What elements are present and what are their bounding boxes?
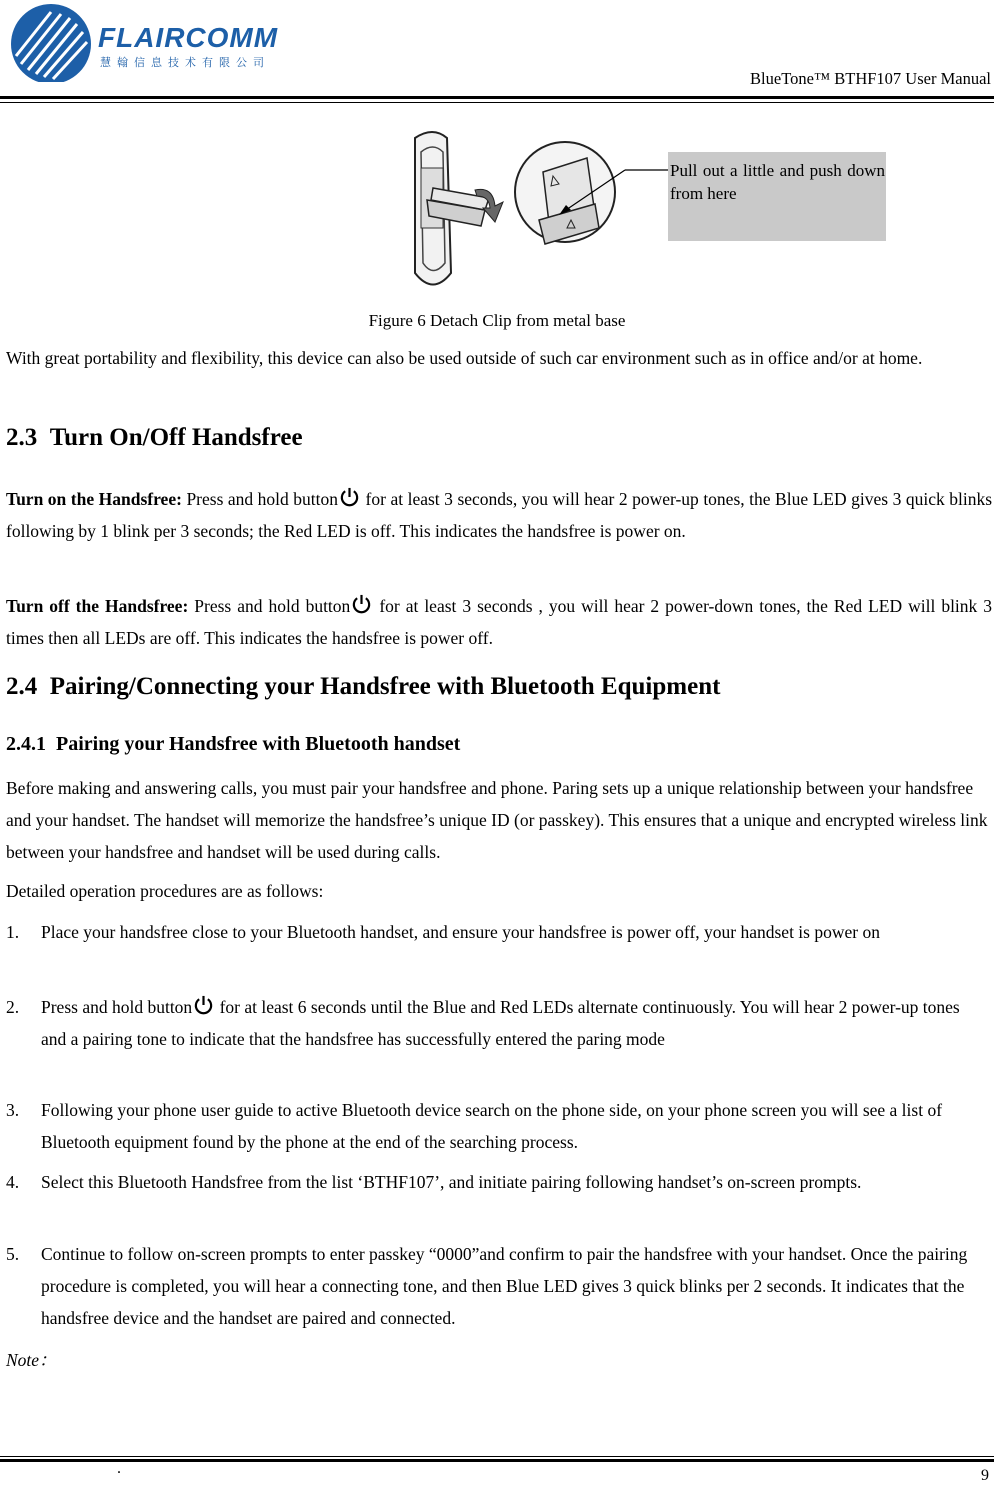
list-number: 2. [6, 997, 20, 1017]
turn-off-before: Press and hold button [194, 596, 351, 616]
turn-on-before: Press and hold button [186, 489, 339, 509]
section-2-4-heading [6, 673, 720, 701]
turn-on-after: for at least 3 seconds, you will hear 2 power-up tones, the Blue LED gives 3 quick blinks following by 1 blink per 3 seconds; the Red LED is off. This indicates the handsfree is power on. [6, 489, 993, 541]
procedures-intro: Detailed operation procedures are as follows: [6, 881, 324, 901]
power-icon [339, 486, 360, 508]
turn-on-paragraph [6, 483, 992, 547]
note-label: Note： [6, 1350, 57, 1370]
pairing-paragraph: Before making and answering calls, you must pair your handsfree and phone. Paring sets up a unique relationship between your handsfree and your handset. The handset will memorize the handsfree’s unique ID (or passkey). This ensures that a unique and encrypted wireless link between your handsfree and handset will be used during calls. [6, 778, 988, 862]
intro-paragraph: With great portability and flexibility, this device can also be used outside of such car environment such as in office and/or at home. [6, 348, 923, 368]
section-2-3-heading [6, 424, 303, 452]
step-2-before: Press and hold button [41, 997, 193, 1017]
section-title: Pairing/Connecting your Handsfree with Bluetooth Equipment [49, 673, 721, 700]
turn-off-after: for at least 3 seconds , you will hear 2 power-down tones, the Red LED will blink 3 times then all LEDs are off. This indicates the handsfree is power off. [6, 596, 993, 648]
list-text [41, 991, 978, 1055]
list-number: 1. [6, 922, 20, 942]
list-number: 5. [6, 1244, 20, 1264]
list-item [6, 916, 978, 948]
logo-name: FLAIRCOMM [98, 22, 279, 53]
footer-rule-thin [0, 1456, 994, 1457]
list-number: 3. [6, 1100, 20, 1120]
power-icon [193, 994, 214, 1016]
figure-callout: Pull out a little and push down from here [668, 152, 886, 241]
list-text: Following your phone user guide to active Bluetooth device search on the phone side, on your phone screen you will see a list of Bluetooth equipment found by the phone at the end of the searching process. [41, 1100, 943, 1152]
logo-subtitle: 慧翰信息技术有限公司 [100, 56, 270, 69]
footer-rule [0, 1459, 994, 1462]
header-rule-thin [0, 102, 994, 103]
page-number: 9 [981, 1467, 989, 1484]
list-item [6, 991, 978, 1055]
section-2-4-1-heading [6, 733, 460, 756]
power-icon [351, 593, 372, 615]
section-title: Turn On/Off Handsfree [49, 424, 303, 451]
step-2-after: for at least 6 seconds until the Blue and Red LEDs alternate continuously. You will hear 2 power-up tones and a pairing tone to indicate that the handsfree has successfully entered the paring mode [41, 997, 960, 1049]
list-text: Place your handsfree close to your Bluetooth handset, and ensure your handsfree is power off, your handset is power on [41, 922, 880, 942]
turn-on-label: Turn on the Handsfree: [6, 489, 182, 509]
section-number: 2.4.1 [6, 733, 46, 755]
section-title: Pairing your Handsfree with Bluetooth handset [56, 733, 461, 755]
manual-title: BlueTone™ BTHF107 User Manual [750, 69, 991, 88]
list-item [6, 1094, 978, 1158]
header-rule [0, 96, 994, 99]
section-number: 2.3 [6, 424, 38, 451]
list-number: 4. [6, 1172, 20, 1192]
footer-dot: . [117, 1460, 121, 1477]
turn-off-paragraph [6, 590, 992, 654]
figure-caption: Figure 6 Detach Clip from metal base [368, 311, 626, 330]
list-item [6, 1166, 978, 1198]
list-text: Continue to follow on-screen prompts to enter passkey “0000”and confirm to pair the handsfree with your handset. Once the pairing procedure is completed, you will hear a connecting tone, and then Blue LED gives 3 quick blinks per 2 seconds. It indicates that the handsfree device and the handset are paired and connected. [41, 1244, 968, 1328]
section-number: 2.4 [6, 673, 38, 700]
turn-off-label: Turn off the Handsfree: [6, 596, 189, 616]
list-item [6, 1238, 978, 1334]
callout-pointer [555, 160, 675, 220]
list-text: Select this Bluetooth Handsfree from the list ‘BTHF107’, and initiate pairing following handset’s on-screen prompts. [41, 1172, 862, 1192]
